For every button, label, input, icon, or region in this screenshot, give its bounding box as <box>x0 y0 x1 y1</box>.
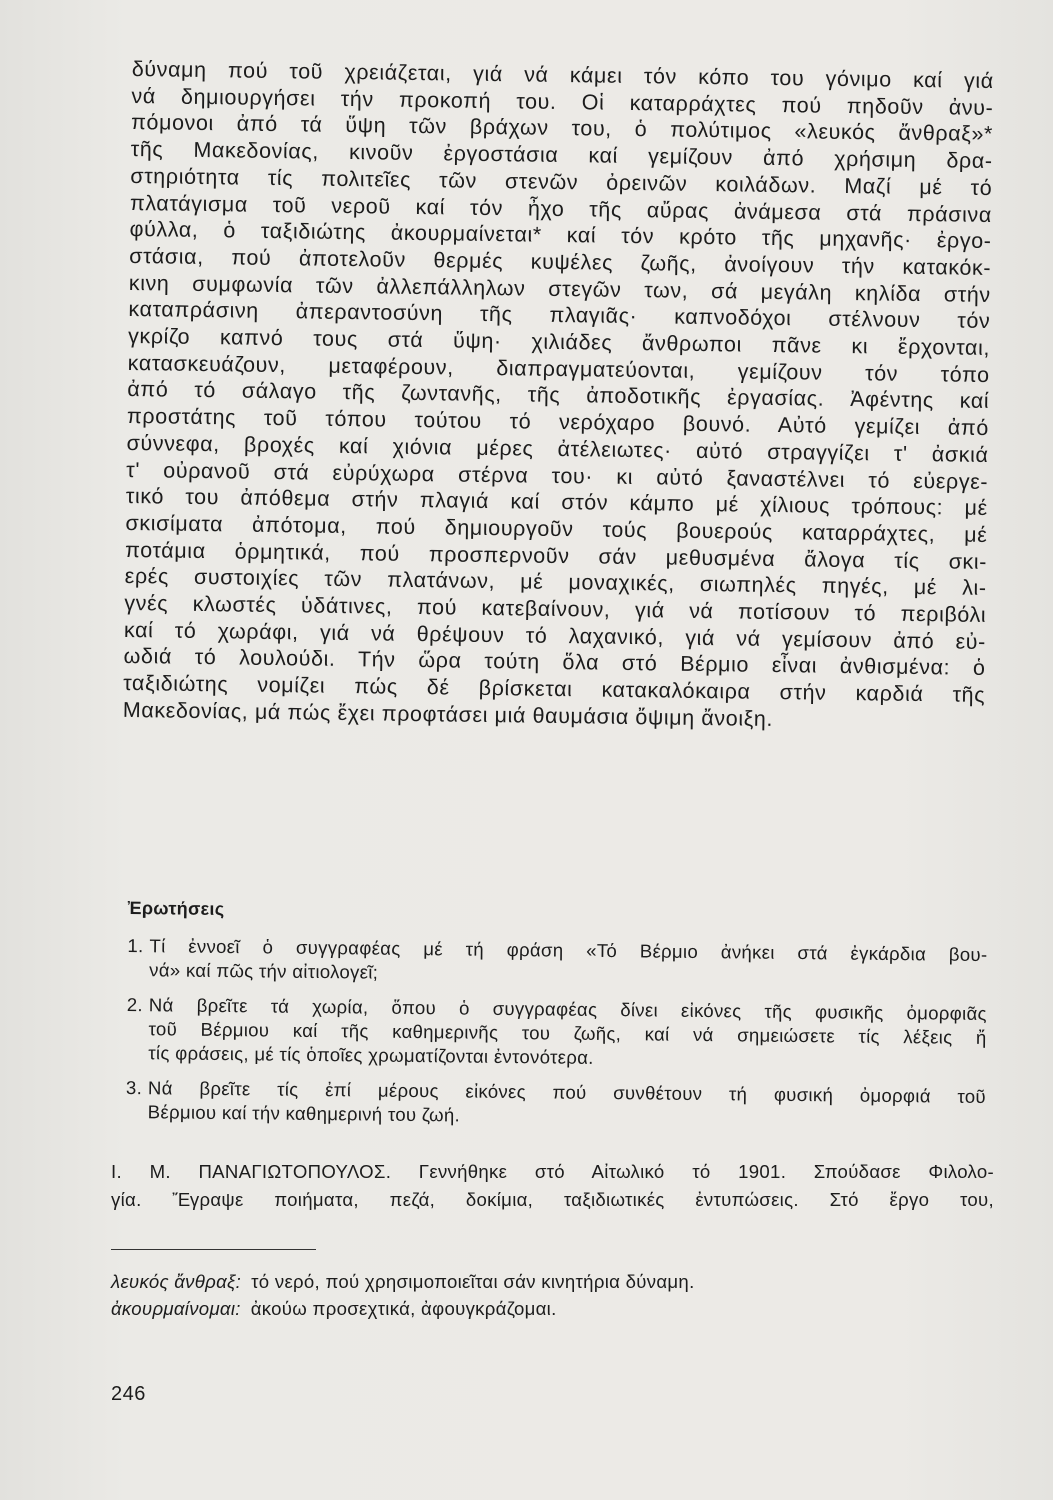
page-number: 246 <box>111 1383 146 1405</box>
question-number: 1. <box>127 934 144 957</box>
question-text <box>148 993 987 1074</box>
main-text <box>123 56 994 736</box>
text-line: δύναμη πού τοῦ χρειάζεται, γιά νά κάμει τόν κόπο του γόνιμο καί γιά <box>131 56 994 94</box>
text-line: τικό του ἀπόθεμα στήν πλαγιά καί στόν κάμπο μέ χίλιους τρόπους: μέ <box>125 484 988 521</box>
text-line: σύννεφα, βροχές καί χιόνια μέρες ἀτέλειωτες· αὐτό στραγγίζει τ' ἀσκιά <box>126 430 989 467</box>
question-line: Νά βρεῖτε τίς ἐπί μέρους εἰκόνες πού συνθέτουν τή φυσική ὀμορφιά τοῦ <box>147 1077 987 1107</box>
text-line: τ' οὐρανοῦ στά εὐρύχωρα στέρνα του· κι αὐτό ξαναστέλνει τό εὐεργε- <box>126 457 989 494</box>
text-line: στηριότητα τίς πολιτεῖες τῶν στενῶν ὀρεινῶν κοιλάδων. Μαζί μέ τό <box>130 163 993 200</box>
question-item <box>126 993 987 1074</box>
glossary-definition: τό νερό, πού χρησιμοποιεῖται σάν κινητήρια δύναμη. <box>251 1271 695 1292</box>
glossary-footnotes <box>111 1268 1011 1322</box>
question-text <box>149 934 987 991</box>
text-line: στάσια, πού ἀποτελοῦν θερμές κυψέλες ζωῆς, ἀνοίγουν τήν κατακόκ- <box>129 243 992 280</box>
text-line: Μακεδονίας, μά πώς ἔχει προφτάσει μιά θαυμάσια ὄψιμη ἄνοιξη. <box>122 697 774 731</box>
question-item <box>126 1076 986 1133</box>
footnote-divider <box>111 1249 316 1250</box>
text-line: νά δημιουργήσει τήν προκοπή του. Οἱ καταρράχτες πού πηδοῦν ἀνυ- <box>131 83 994 120</box>
question-line: νά» καί πῶς τήν αἰτιολογεῖ; <box>149 959 379 983</box>
question-number: 3. <box>125 1076 143 1099</box>
text-line: γνές κλωστές ὑδάτινες, πού κατεβαίνουν, γιά νά ποτίσουν τό περιβόλι <box>124 591 987 628</box>
question-item <box>127 934 987 991</box>
bio-line: γία. Ἔγραψε ποιήματα, πεζά, δοκίμια, ταξιδιωτικές ἐντυπώσεις. Στό ἔργο του, <box>111 1189 994 1210</box>
text-line: γκρίζο καπνό τους στά ὕψη· χιλιάδες ἄνθρωποι πᾶνε κι ἔρχονται, <box>127 324 991 361</box>
text-line: πλατάγισμα τοῦ νεροῦ καί τόν ἦχο τῆς αὔρας ἀνάμεσα στά πράσινα <box>129 190 993 227</box>
question-line: Τί ἐννοεῖ ὁ συγγραφέας μέ τή φράση «Τό Βέρμιο ἀνήκει στά ἐγκάρδια βου- <box>149 935 988 966</box>
author-bio <box>111 1158 994 1214</box>
glossary-term: λευκός ἄνθραξ: <box>111 1271 242 1292</box>
text-line: κατασκευάζουν, μεταφέρουν, διαπραγματεύονται, γεμίζουν τόν τόπο <box>127 350 990 387</box>
text-line: προστάτης τοῦ τόπου τούτου τό νερόχαρο βουνό. Αὐτό γεμίζει ἀπό <box>126 404 990 441</box>
text-line: καί τό χωράφι, γιά νά θρέψουν τό λαχανικό, γιά νά γεμίσουν ἀπό εὐ- <box>123 617 987 654</box>
question-text <box>148 1076 986 1133</box>
text-line: πόμονοι ἀπό τά ὕψη τῶν βράχων του, ὁ πολύτιμος «λευκός ἄνθραξ»* <box>130 110 994 147</box>
text-line: ποτάμια ὁρμητικά, πού προσπερνοῦν σάν μεθυσμένα ἄλογα τίς σκι- <box>124 537 988 574</box>
text-line: σκισίματα ἀπότομα, πού δημιουργοῦν τούς βουερούς καταρράχτες, μέ <box>125 510 988 547</box>
text-line: ταξιδιώτης νομίζει πώς δέ βρίσκεται κατακαλόκαιρα στήν καρδιά τῆς <box>123 671 986 708</box>
questions-section <box>125 896 987 1144</box>
question-line: Νά βρεῖτε τά χωρία, ὅπου ὁ συγγραφέας δίνει εἰκόνες τῆς φυσικῆς ὀμορφιᾶς <box>148 994 987 1024</box>
glossary-term: ἀκουρμαίνομαι: <box>111 1298 241 1319</box>
text-line: ἀπό τό σάλαγο τῆς ζωντανῆς, τῆς ἀποδοτικῆς ἐργασίας. Ἀφέντης καί <box>127 377 990 414</box>
text-line: ερές συστοιχίες τῶν πλατάνων, μέ μοναχικές, σιωπηλές πηγές, μέ λι- <box>124 564 987 601</box>
glossary-entry <box>111 1268 1011 1295</box>
question-line: τίς φράσεις, μέ τίς ὁποῖες χρωματίζονται ἐντονότερα. <box>148 1042 594 1068</box>
glossary-entry <box>111 1295 1011 1322</box>
text-line: καταπράσινη ἀπεραντοσύνη τῆς πλαγιᾶς· καπνοδόχοι στέλνουν τόν <box>128 297 991 334</box>
glossary-definition: ἀκούω προσεχτικά, ἀφουγκράζομαι. <box>250 1298 557 1319</box>
question-line: τοῦ Βέρμιου καί τῆς καθημερινῆς του ζωῆς, καί νά σημειώσετε τίς λέξεις ἤ <box>148 1018 987 1048</box>
text-line: τῆς Μακεδονίας, κινοῦν ἐργοστάσια καί γεμίζουν ἀπό χρήσιμη δρα- <box>130 137 993 174</box>
text-line: φύλλα, ὁ ταξιδιώτης ἀκουρμαίνεται* καί τόν κρότο τῆς μηχανῆς· ἐργο- <box>129 217 992 254</box>
text-line: ωδιά τό λουλούδι. Τήν ὥρα τούτη ὅλα στό Βέρμιο εἶναι ἀνθισμένα: ὁ <box>123 644 986 681</box>
question-line: Βέρμιου καί τήν καθημερινή του ζωή. <box>147 1101 461 1126</box>
text-line: κινη συμφωνία τῶν ἀλλεπάλληλων στεγῶν των, σά μεγάλη κηλίδα στήν <box>128 270 991 307</box>
bio-line: Ι. Μ. ΠΑΝΑΓΙΩΤΟΠΟΥΛΟΣ. Γεννήθηκε στό Αἰτωλικό τό 1901. Σπούδασε Φιλολο- <box>111 1161 994 1182</box>
questions-heading: Ἐρωτήσεις <box>127 897 225 920</box>
question-number: 2. <box>126 993 144 1016</box>
